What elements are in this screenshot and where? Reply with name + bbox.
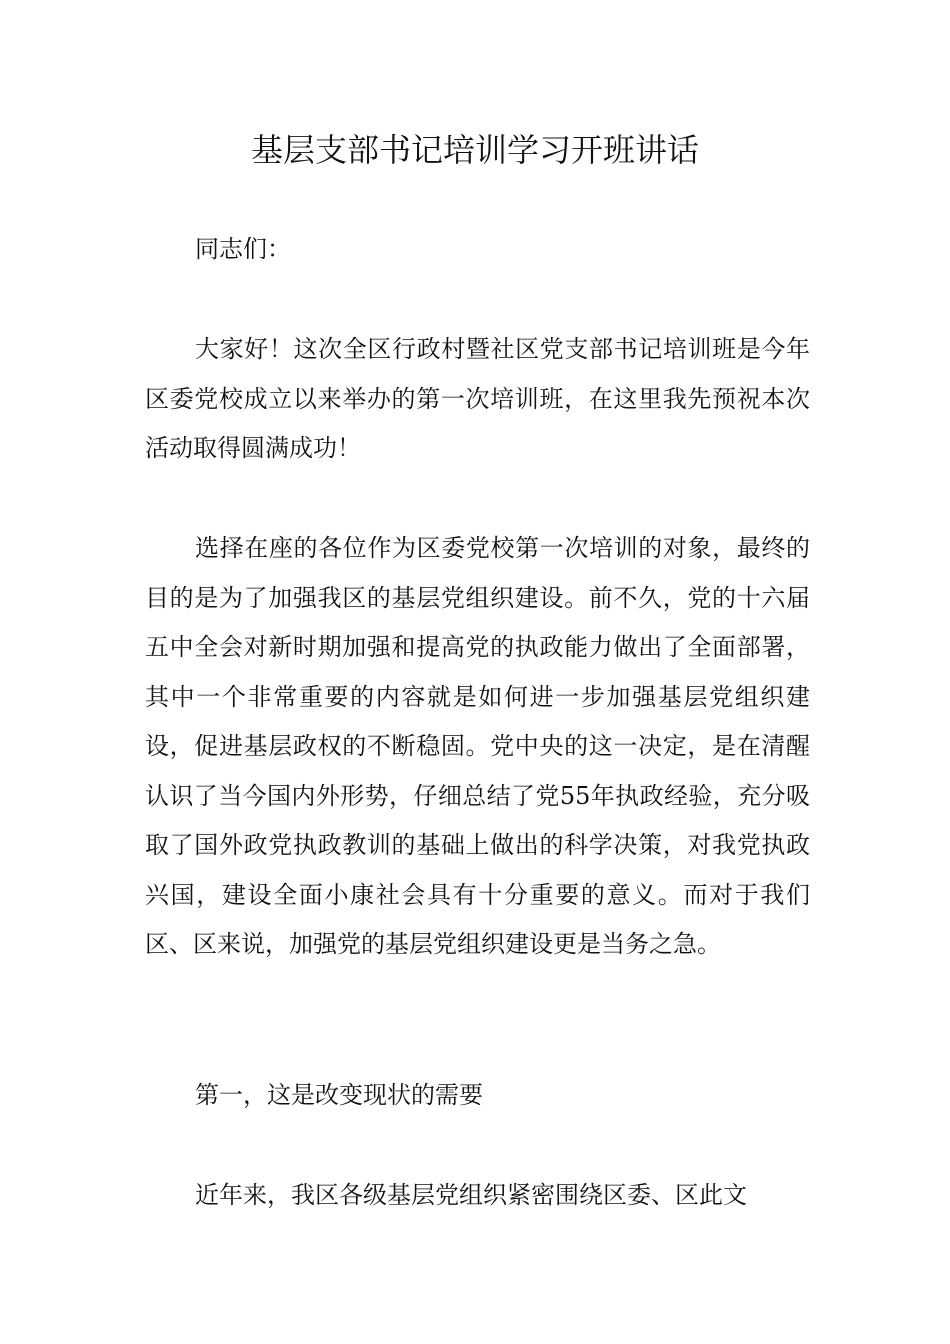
section-heading: 第一，这是改变现状的需要: [195, 1081, 483, 1109]
salutation: 同志们：: [195, 235, 291, 263]
document-title: 基层支部书记培训学习开班讲话: [250, 131, 699, 169]
paragraph-section-start: 近年来，我区各级基层党组织紧密围绕区委、区此文: [195, 1181, 747, 1209]
paragraph-purpose: 选择在座的各位作为区委党校第一次培训的对象，最终的目的是为了加强我区的基层党组织建设。前不久，党的十六届五中全会对新时期加强和提高党的执政能力做出了全面部署，其中一个非常重要的内容就是如何进一步加强基层党组织建设，促进基层政权的不断稳固。党中央的这一决定，是在清醒认识了当今国内外形势，仔细总结了党55年执政经验，充分吸取了国外政党执政教训的基础上做出的科学决策，对我党执政兴国，建设全面小康社会具有十分重要的意义。而对于我们区、区来说，加强党的基层党组织建设更是当务之急。: [145, 534, 810, 958]
paragraph-greeting: 大家好！这次全区行政村暨社区党支部书记培训班是今年区委党校成立以来举办的第一次培训班，在这里我先预祝本次活动取得圆满成功！: [145, 335, 810, 462]
